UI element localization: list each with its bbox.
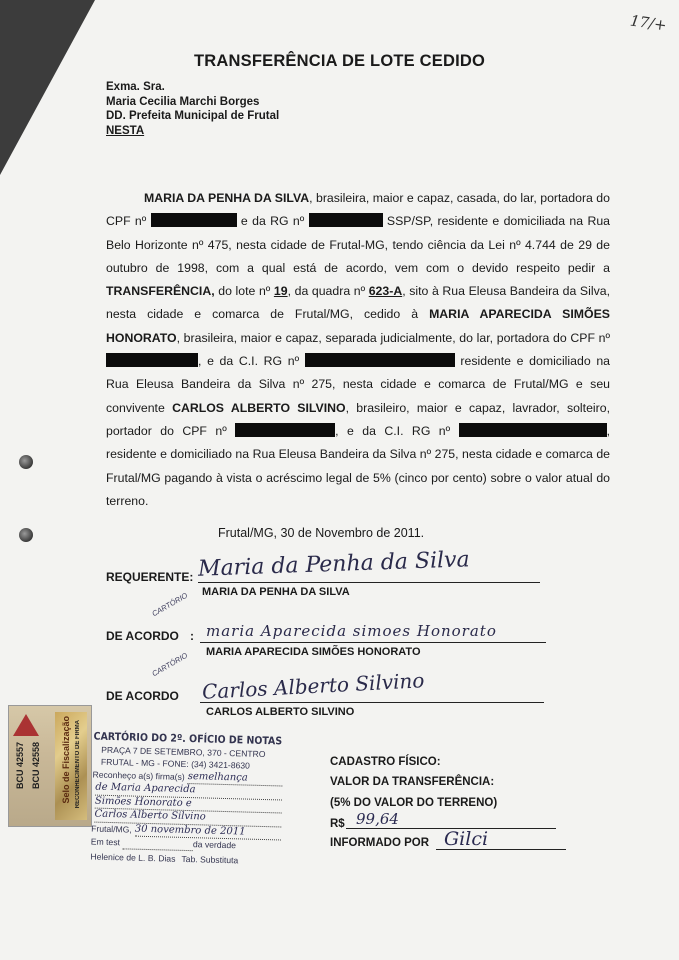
acordo1-name: MARIA APARECIDA SIMÕES HONORATO: [206, 646, 421, 658]
signature-line: [200, 702, 544, 703]
address-line: NESTA: [106, 124, 145, 137]
seal-triangle-icon: [13, 714, 39, 736]
de-acordo-label: DE ACORDO: [106, 689, 179, 703]
redaction-bar: [235, 423, 335, 437]
address-line: DD. Prefeita Municipal de Frutal: [106, 110, 280, 122]
transfer-value: 99,64: [356, 810, 399, 828]
cartorio-stamp-small: CARTÓRIO: [150, 650, 190, 679]
body-paragraph: MARIA DA PENHA DA SILVA, brasileira, maior e capaz, casada, do lar, portadora do CPF nº e da RG nº SSP/SP, residente e domiciliada na Rua Belo Horizonte nº 475, nesta cidade de Frutal-MG, tendo ciência da Lei nº 4.744 de 29 de outubro de 1998, com a qual está de acordo, vem com o devido respeito pedir a TRANSFERÊNCIA, do lote nº 19, da quadra nº 623-A, sito à Rua Eleusa Bandeira da Silva, nesta cidade e comarca de Frutal/MG, cedido à MARIA APARECIDA SIMÕES HONORATO, brasileira, maior e capaz, separada judicialmente, do lar, portadora do CPF nº , e da C.I. RG nº residente e domiciliado na Rua Eleusa Bandeira da Silva nº 275, nesta cidade e comarca de Frutal/MG e seu convivente CARLOS ALBERTO SILVINO, brasileiro, maior e capaz, lavrador, solteiro, portador do CPF nº , e da C.I. RG nº , residente e domiciliado na Rua Eleusa Bandeira da Silva nº 275, nesta cidade e comarca de Frutal/MG pagando à vista o acréscimo legal de 5% (cinco por cento) sobre o valor atual do terreno.: [106, 191, 610, 508]
signature-line: [198, 582, 540, 583]
percent-label: (5% DO VALOR DO TERRENO): [330, 797, 498, 809]
currency-label: R$: [330, 818, 345, 830]
acordo2-signature: Carlos Alberto Silvino: [201, 668, 425, 704]
document-title: TRANSFERÊNCIA DE LOTE CEDIDO: [194, 52, 485, 70]
punch-hole-bottom: [19, 528, 33, 542]
requerente-signature: Maria da Penha da Silva: [197, 547, 471, 582]
cartorio-stamp-small: CARTÓRIO: [150, 590, 190, 619]
redaction-bar: [151, 213, 237, 227]
hologram-strip: [55, 712, 87, 820]
document-date: Frutal/MG, 30 de Novembro de 2011.: [218, 526, 425, 540]
document-page: 17/+ TRANSFERÊNCIA DE LOTE CEDIDO Exma. Sra. Maria Cecilia Marchi Borges DD. Prefeita Municipal de Frutal NESTA MARIA DA PENHA DA SILVA, brasileira, maior e capaz, casada, do lar, portadora do CPF nº e da RG nº SSP/SP, residente e domiciliada na Rua Belo Horizonte nº 475, nesta cidade de Frutal-MG, tendo ciência da Lei nº 4.744 de 29 de outubro de 1998, com a qual está de acordo, vem com o devido respeito pedir a TRANSFERÊNCIA, do lote nº 19, da quadra nº 623-A, sito à Rua Eleusa Bandeira da Silva, nesta cidade e comarca de Frutal/MG, cedido à MARIA APARECIDA SIMÕES HONORATO, brasileira, maior e capaz, separada judicialmente, do lar, portadora do CPF nº , e da C.I. RG nº residente e domiciliado na Rua Eleusa Bandeira da Silva nº 275, nesta cidade e comarca de Frutal/MG e seu convivente CARLOS ALBERTO SILVINO, brasileiro, maior e capaz, lavrador, solteiro, portador do CPF nº , e da C.I. RG nº , residente e domiciliado na Rua Eleusa Bandeira da Silva nº 275, nesta cidade e comarca de Frutal/MG pagando à vista o acréscimo legal de 5% (cinco por cento) sobre o valor atual do terreno. Frutal/MG, 30 de Novembro de 2011. REQUERENTE: Maria da Penha da Silva MARIA DA PENHA DA SILVA DE ACORDO : maria Aparecida simoes Honorato MARIA APARECIDA SIMÕES HONORATO DE ACORDO Carlos Alberto Silvino CARLOS ALBERTO SILVINO CARTÓRIO CARTÓRIO BCU 42557 BCU 42558 Selo de Fiscalização RECONHECIMENTO DE FIRMA CARTÓRIO DO 2º. OFÍCIO DE NOTAS PRAÇA 7 DE SETEMBRO, 370 - CENTRO FRUTAL - MG - FONE: (34) 3421-8630 Reconheço a(s) firma(s) semelhança de Maria Aparecida Simões Honorato e Carlos Alberto Silvino Frutal/MG, 30 novembro de 2011 Em test da verdade Helenice de L. B. Dias Tab. Substituta CADASTRO FÍSICO: VALOR DA TRANSFERÊNCIA: (5% DO VALOR DO TERRENO) R$ 99,64 INFORMADO POR Gilci: [0, 0, 679, 960]
redaction-bar: [305, 353, 455, 367]
stamp-header: CARTÓRIO DO 2º. OFÍCIO DE NOTAS: [93, 730, 283, 748]
cadastro-fisico-label: CADASTRO FÍSICO:: [330, 756, 441, 768]
address-line: Exma. Sra.: [106, 81, 165, 93]
informado-por-label: INFORMADO POR: [330, 837, 430, 849]
redaction-bar: [459, 423, 607, 437]
fiscal-seal: BCU 42557 BCU 42558 Selo de Fiscalização RECONHECIMENTO DE FIRMA: [8, 705, 92, 827]
valor-transferencia-label: VALOR DA TRANSFERÊNCIA:: [330, 776, 495, 788]
acordo1-signature: maria Aparecida simoes Honorato: [206, 622, 497, 640]
de-acordo-label: DE ACORDO: [106, 629, 179, 643]
folded-corner: [0, 0, 95, 175]
requerente-name: MARIA DA PENHA DA SILVA: [202, 586, 350, 598]
requerente-label: REQUERENTE:: [106, 570, 194, 584]
punch-hole-top: [19, 455, 33, 469]
signature-line: [200, 642, 546, 643]
redaction-bar: [309, 213, 383, 227]
notary-stamp: CARTÓRIO DO 2º. OFÍCIO DE NOTAS PRAÇA 7 DE SETEMBRO, 370 - CENTRO FRUTAL - MG - FONE: (34) 3421-8630 Reconheço a(s) firma(s) semelhança de Maria Aparecida Simões Honorato e Carlos Alberto Silvino Frutal/MG, 30 novembro de 2011 Em test da verdade Helenice de L. B. Dias Tab. Substituta: [90, 730, 283, 865]
page-number: 17/+: [629, 11, 669, 35]
acordo2-name: CARLOS ALBERTO SILVINO: [206, 706, 355, 718]
redaction-bar: [106, 353, 198, 367]
address-line: Maria Cecilia Marchi Borges: [106, 95, 260, 108]
informado-signature: Gilci: [444, 828, 489, 850]
recipient-address: [106, 80, 279, 138]
